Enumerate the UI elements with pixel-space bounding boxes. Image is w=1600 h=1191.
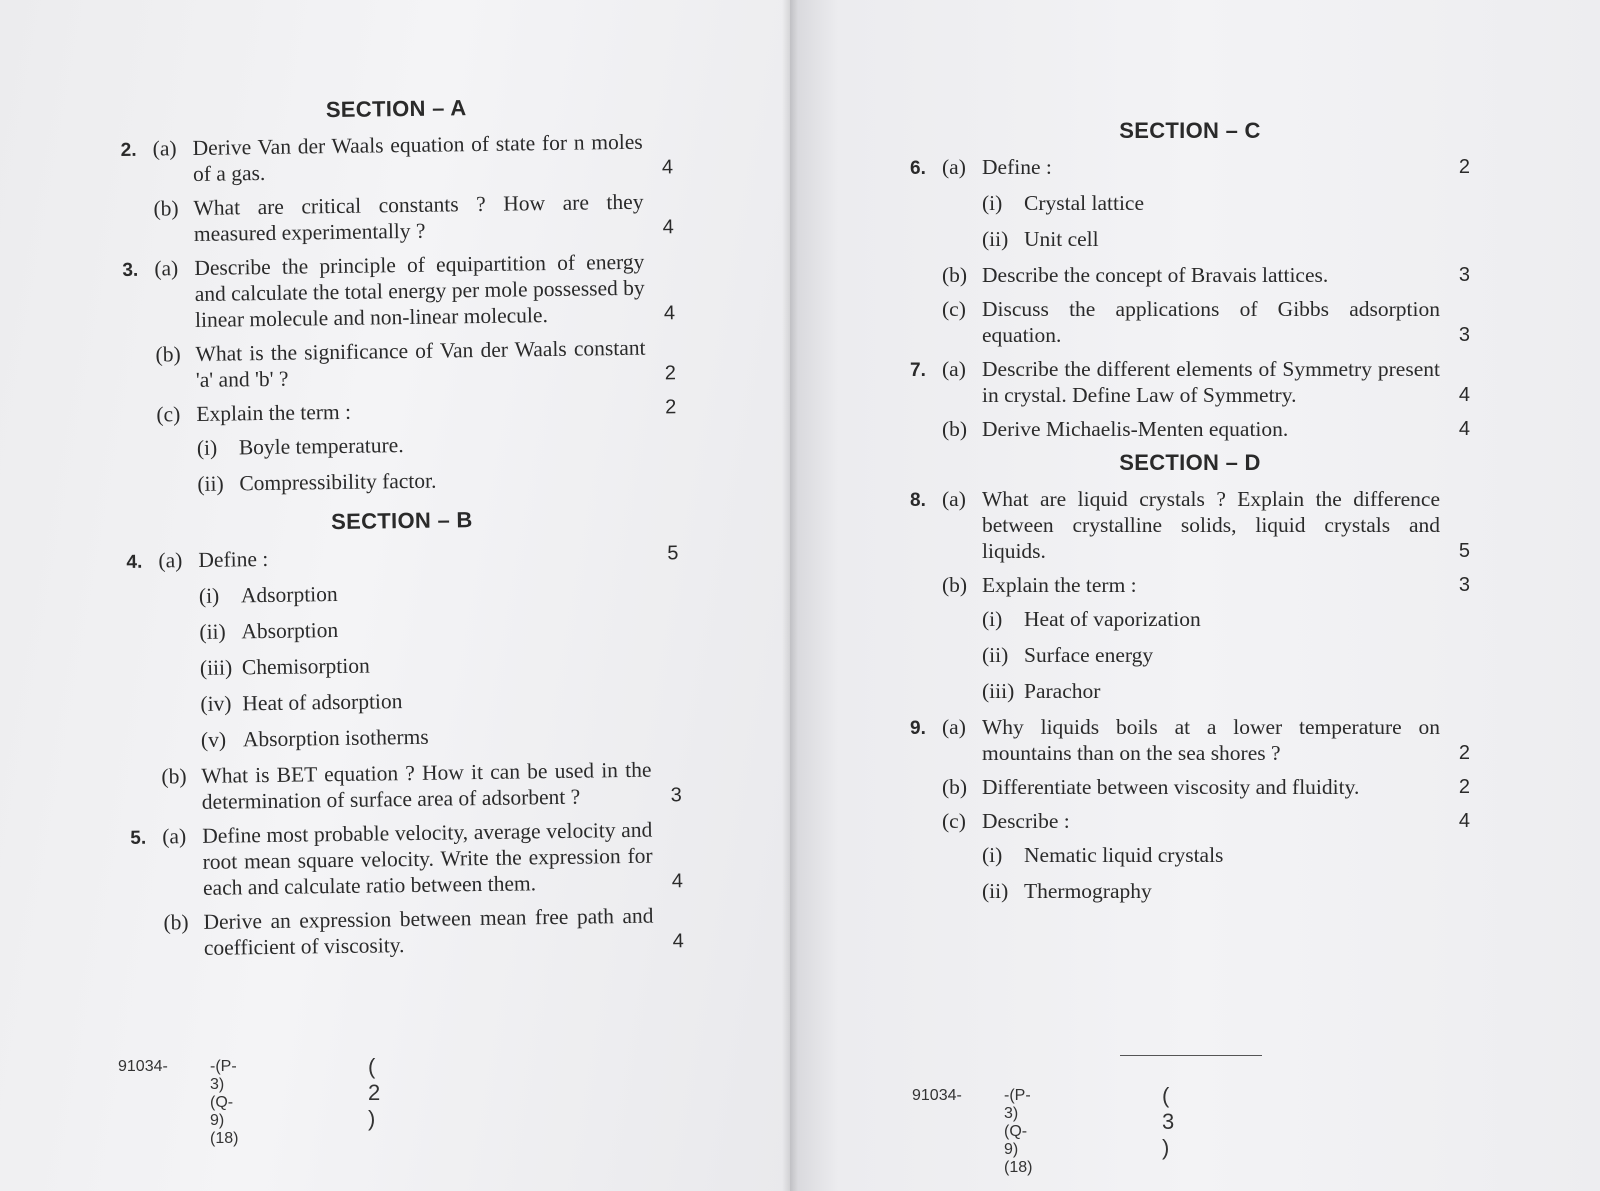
question-2a bbox=[121, 128, 674, 188]
marks: 4 bbox=[1458, 418, 1470, 440]
question-6b bbox=[910, 262, 1470, 288]
sub-label: (b) bbox=[153, 196, 179, 221]
list-item bbox=[125, 464, 677, 498]
question-7b bbox=[910, 416, 1470, 442]
question-6c bbox=[910, 296, 1470, 348]
item-text: Heat of vaporization bbox=[1024, 607, 1201, 631]
sub-label: (b) bbox=[942, 573, 968, 597]
section-c-title: SECTION – C bbox=[1119, 118, 1261, 143]
question-text: What is BET equation ? How it can be used in the determination of surface area of adsorbent ? bbox=[201, 757, 652, 814]
item-text: Heat of adsorption bbox=[242, 689, 403, 716]
question-number: 6. bbox=[910, 158, 926, 179]
question-8b bbox=[910, 572, 1470, 598]
marks: 3 bbox=[1458, 324, 1470, 346]
question-number: 8. bbox=[910, 490, 926, 511]
question-text: Describe the principle of equipartition of energy and calculate the total energy per mole possessed by linear molecule and non-linear molecule. bbox=[194, 249, 645, 332]
question-text: Explain the term : bbox=[982, 573, 1137, 597]
marks: 2 bbox=[1458, 742, 1470, 764]
sub-label: (b) bbox=[163, 910, 189, 935]
sub-label: (a) bbox=[158, 548, 183, 573]
list-item bbox=[910, 842, 1470, 868]
sub-label: (a) bbox=[942, 357, 966, 381]
sub-label: (c) bbox=[942, 297, 966, 321]
list-item bbox=[127, 576, 679, 610]
question-number: 9. bbox=[910, 718, 926, 739]
marks: 2 bbox=[1458, 156, 1470, 178]
sub-label: (b) bbox=[942, 263, 968, 287]
question-9b bbox=[910, 774, 1470, 800]
item-text: Crystal lattice bbox=[1024, 191, 1145, 215]
roman-label: (i) bbox=[982, 843, 1003, 867]
section-d-title: SECTION – D bbox=[1119, 450, 1261, 475]
left-page-content bbox=[120, 92, 684, 970]
roman-label: (ii) bbox=[982, 227, 1009, 251]
question-number: 3. bbox=[122, 259, 139, 281]
marks: 3 bbox=[1458, 574, 1470, 596]
list-item bbox=[128, 684, 680, 718]
list-item bbox=[125, 428, 677, 462]
item-text: Thermography bbox=[1024, 879, 1152, 903]
paper-code: 91034- bbox=[912, 1087, 962, 1104]
marks: 4 bbox=[672, 930, 684, 953]
marks: 4 bbox=[662, 216, 674, 239]
sub-label: (a) bbox=[154, 256, 179, 281]
item-text: Parachor bbox=[1024, 679, 1101, 703]
roman-label: (iv) bbox=[200, 691, 232, 716]
question-9c bbox=[910, 808, 1470, 834]
question-5a bbox=[130, 816, 683, 902]
marks: 2 bbox=[664, 362, 677, 385]
marks: 5 bbox=[667, 542, 679, 565]
marks: 2 bbox=[665, 396, 677, 419]
list-item bbox=[910, 878, 1470, 904]
question-5b bbox=[131, 902, 684, 962]
list-item bbox=[910, 606, 1470, 632]
question-text: What are liquid crystals ? Explain the difference between crystalline solids, liquid crystals and liquids. bbox=[982, 487, 1440, 563]
question-3b bbox=[123, 334, 676, 394]
question-text: Describe the concept of Bravais lattices. bbox=[982, 263, 1329, 287]
marks: 4 bbox=[671, 870, 684, 893]
item-text: Adsorption bbox=[240, 582, 338, 608]
marks: 5 bbox=[1458, 540, 1470, 562]
end-rule bbox=[1120, 1055, 1262, 1056]
book-spine bbox=[782, 0, 798, 1191]
roman-label: (iii) bbox=[982, 679, 1015, 703]
list-item bbox=[129, 720, 681, 754]
question-text: Explain the term : bbox=[196, 399, 352, 426]
question-text: Define : bbox=[198, 546, 269, 572]
paper-code: 91034- bbox=[118, 1058, 168, 1075]
section-a-title: SECTION – A bbox=[325, 95, 467, 123]
roman-label: (ii) bbox=[199, 619, 226, 644]
item-text: Chemisorption bbox=[241, 653, 370, 680]
roman-label: (i) bbox=[196, 435, 218, 460]
sub-label: (a) bbox=[942, 715, 966, 739]
question-text: Why liquids boils at a lower temperature on mountains than on the sea shores ? bbox=[982, 715, 1440, 765]
question-text: Derive an expression between mean free path and coefficient of viscosity. bbox=[203, 903, 654, 960]
marks: 2 bbox=[1458, 776, 1470, 798]
question-3c bbox=[124, 394, 676, 428]
marks: 3 bbox=[670, 784, 682, 807]
page-number: ( 3 ) bbox=[1162, 1083, 1175, 1160]
question-8a bbox=[910, 486, 1470, 564]
roman-label: (ii) bbox=[197, 471, 224, 496]
marks: 4 bbox=[661, 156, 674, 179]
roman-label: (ii) bbox=[982, 643, 1009, 667]
question-text: Derive Michaelis-Menten equation. bbox=[982, 417, 1289, 441]
question-text: What is the significance of Van der Waals constant 'a' and 'b' ? bbox=[195, 335, 646, 392]
question-2b bbox=[121, 188, 674, 248]
roman-label: (v) bbox=[200, 727, 227, 752]
roman-label: (iii) bbox=[199, 655, 233, 680]
question-number: 2. bbox=[120, 139, 137, 161]
sub-label: (a) bbox=[942, 155, 966, 179]
question-9a bbox=[910, 714, 1470, 766]
roman-label: (i) bbox=[198, 583, 220, 608]
question-text: Describe the different elements of Symmetry present in crystal. Define Law of Symmetry. bbox=[982, 357, 1440, 407]
question-6a bbox=[910, 154, 1470, 182]
page-number: ( 2 ) bbox=[368, 1054, 381, 1131]
roman-label: (i) bbox=[982, 191, 1003, 215]
item-text: Absorption bbox=[241, 618, 339, 644]
sub-label: (a) bbox=[152, 136, 177, 161]
paper-meta: -(P-3)(Q-9)(18) bbox=[210, 1058, 239, 1147]
list-item bbox=[910, 678, 1470, 704]
roman-label: (i) bbox=[982, 607, 1003, 631]
sub-label: (a) bbox=[162, 824, 187, 849]
section-b-title: SECTION – B bbox=[331, 507, 473, 535]
list-item bbox=[127, 612, 679, 646]
paper-meta: -(P-3)(Q-9)(18) bbox=[1004, 1087, 1033, 1176]
question-4b bbox=[129, 756, 682, 816]
question-number: 4. bbox=[126, 551, 143, 573]
question-text: What are critical constants ? How are they measured experimentally ? bbox=[193, 189, 644, 246]
item-text: Boyle temperature. bbox=[238, 433, 404, 460]
question-text: Discuss the applications of Gibbs adsorption equation. bbox=[982, 297, 1440, 347]
question-3a bbox=[122, 248, 675, 334]
marks: 3 bbox=[1458, 264, 1470, 286]
question-4a bbox=[126, 540, 678, 576]
sub-label: (b) bbox=[155, 342, 181, 367]
roman-label: (ii) bbox=[982, 879, 1009, 903]
marks: 4 bbox=[1458, 384, 1470, 406]
sub-label: (c) bbox=[156, 402, 181, 427]
marks: 4 bbox=[663, 302, 676, 325]
sub-label: (b) bbox=[161, 764, 187, 789]
item-text: Surface energy bbox=[1024, 643, 1154, 667]
item-text: Absorption isotherms bbox=[242, 724, 429, 752]
sub-label: (a) bbox=[942, 487, 966, 511]
marks: 4 bbox=[1458, 810, 1470, 832]
question-text: Define most probable velocity, average velocity and root mean square velocity. Write the expression for each and calculate ratio between them. bbox=[202, 817, 653, 900]
question-number: 7. bbox=[910, 360, 926, 381]
list-item bbox=[910, 642, 1470, 668]
right-page-content bbox=[910, 118, 1470, 914]
question-text: Describe : bbox=[982, 809, 1070, 833]
question-text: Define : bbox=[982, 155, 1052, 179]
question-7a bbox=[910, 356, 1470, 408]
question-number: 5. bbox=[130, 827, 147, 849]
sub-label: (c) bbox=[942, 809, 966, 833]
question-text: Derive Van der Waals equation of state for n moles of a gas. bbox=[192, 129, 643, 186]
list-item bbox=[910, 190, 1470, 216]
list-item bbox=[128, 648, 680, 682]
list-item bbox=[910, 226, 1470, 252]
sub-label: (b) bbox=[942, 417, 968, 441]
item-text: Unit cell bbox=[1024, 227, 1099, 251]
item-text: Compressibility factor. bbox=[239, 468, 437, 496]
sub-label: (b) bbox=[942, 775, 968, 799]
item-text: Nematic liquid crystals bbox=[1024, 843, 1224, 867]
question-text: Differentiate between viscosity and fluidity. bbox=[982, 775, 1360, 799]
